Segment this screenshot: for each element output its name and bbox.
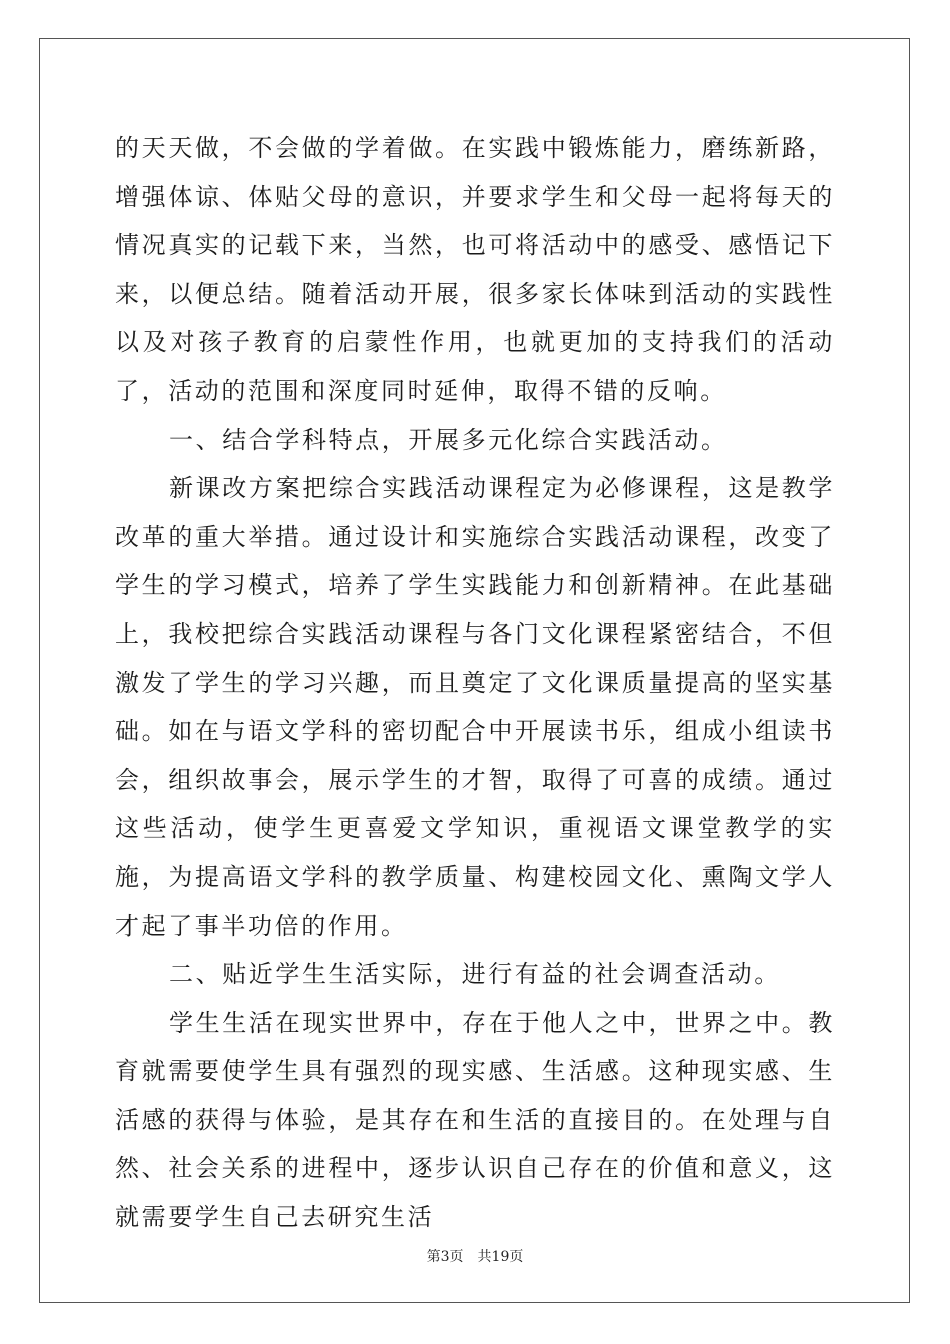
paragraph: 学生生活在现实世界中，存在于他人之中，世界之中。教育就需要使学生具有强烈的现实感、生活感。这种现实感、生活感的获得与体验，是其存在和生活的直接目的。在处理与自然、社会关系的进程中，逐步认识自己存在的价值和意义，这就需要学生自己去研究生活 [115, 1008, 835, 1232]
section-heading: 一、结合学科特点，开展多元化综合实践活动。 [169, 425, 728, 454]
document-body [115, 124, 835, 1242]
paragraph: 新课改方案把综合实践活动课程定为必修课程，这是教学改革的重大举措。通过设计和实施综合实践活动课程，改变了学生的学习模式，培养了学生实践能力和创新精神。在此基础上，我校把综合实践活动课程与各门文化课程紧密结合，不但激发了学生的学习兴趣，而且奠定了文化课质量提高的坚实基础。如在与语文学科的密切配合中开展读书乐，组成小组读书会，组织故事会，展示学生的才智，取得了可喜的成绩。通过这些活动，使学生更喜爱文学知识，重视语文课堂教学的实施，为提高语文学科的教学质量、构建校园文化、熏陶文学人才起了事半功倍的作用。 [115, 474, 835, 940]
page-number: 第3页 [426, 1249, 464, 1265]
section-heading: 二、贴近学生生活实际，进行有益的社会调查活动。 [169, 960, 781, 989]
page-footer [0, 1246, 950, 1266]
page-total: 共19页 [477, 1249, 524, 1265]
paragraph: 的天天做，不会做的学着做。在实践中锻炼能力，磨练新路，增强体谅、体贴父母的意识，并要求学生和父母一起将每天的情况真实的记载下来，当然，也可将活动中的感受、感悟记下来，以便总结。随着活动开展，很多家长体味到活动的实践性以及对孩子教育的启蒙性作用，也就更加的支持我们的活动了，活动的范围和深度同时延伸，取得不错的反响。 [115, 134, 835, 405]
